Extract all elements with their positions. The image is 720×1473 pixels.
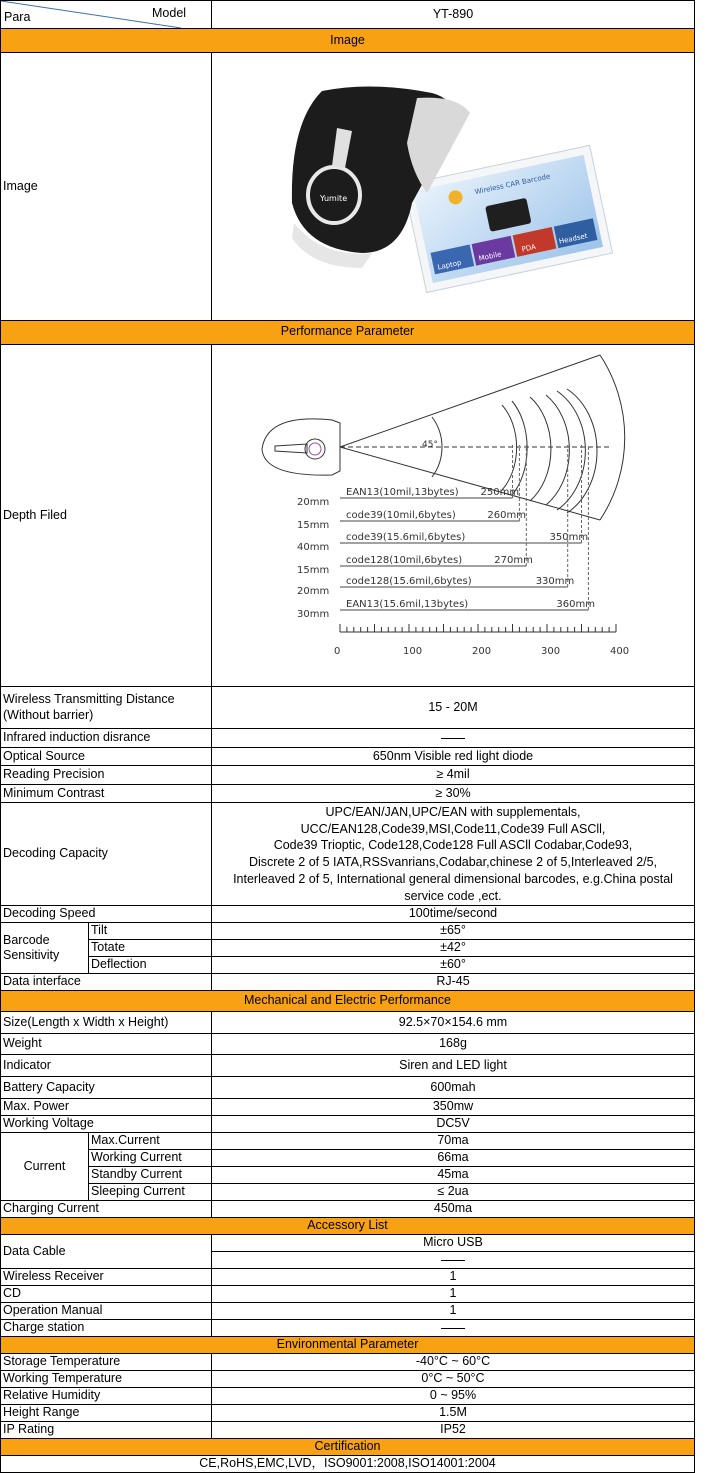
wireless-distance-label bbox=[1, 687, 212, 729]
battery-capacity-value: 600mah bbox=[212, 1077, 695, 1099]
depth-max-label: 260mm bbox=[487, 509, 526, 521]
working-temperature-value: 0°C ~ 50°C bbox=[212, 1371, 695, 1388]
working-current-value: 66ma bbox=[212, 1150, 695, 1167]
depth-min-label: 20mm bbox=[297, 585, 330, 597]
charging-current-label: Charging Current bbox=[1, 1201, 212, 1218]
angle-label: 45° bbox=[422, 439, 438, 450]
charge-station-label: Charge station bbox=[1, 1320, 212, 1337]
depth-min-label: 30mm bbox=[297, 608, 330, 620]
depth-axis-tick-label: 400 bbox=[610, 645, 630, 657]
depth-label: Depth Filed bbox=[1, 344, 212, 687]
max-power-value: 350mw bbox=[212, 1099, 695, 1116]
decoding-line: service code ,ect. bbox=[404, 888, 502, 903]
deflection-label: Deflection bbox=[89, 957, 212, 974]
indicator-value: Siren and LED light bbox=[212, 1055, 695, 1077]
depth-min-label: 20mm bbox=[297, 496, 330, 508]
fov-upper-edge bbox=[340, 355, 600, 447]
size-value: 92.5×70×154.6 mm bbox=[212, 1012, 695, 1034]
decoding-line: Code39 Trioptic, Code128,Code128 Full ASCll Codabar,Code93, bbox=[273, 838, 633, 853]
reading-precision-label: Reading Precision bbox=[1, 766, 212, 785]
scanner-outline-icon bbox=[262, 418, 340, 474]
standby-current-value: 45ma bbox=[212, 1167, 695, 1184]
depth-axis-tick-label: 200 bbox=[472, 645, 492, 657]
infrared-value bbox=[212, 729, 695, 748]
barcode-sensitivity-label bbox=[1, 923, 89, 974]
product-photo bbox=[212, 53, 695, 321]
current-label: Current bbox=[1, 1133, 89, 1201]
section-environmental: Environmental Parameter bbox=[1, 1337, 695, 1354]
working-current-label: Working Current bbox=[89, 1150, 212, 1167]
working-temperature-label: Working Temperature bbox=[1, 1371, 212, 1388]
package-item-mobile: Mobile bbox=[477, 250, 503, 263]
max-current-label: Max.Current bbox=[89, 1133, 212, 1150]
deflection-value: ±60° bbox=[212, 957, 695, 974]
optical-source-value: 650nm Visible red light diode bbox=[212, 748, 695, 766]
weight-label: Weight bbox=[1, 1034, 212, 1055]
depth-max-label: 330mm bbox=[535, 575, 575, 587]
data-interface-label: Data interface bbox=[1, 974, 212, 991]
operation-manual-value: 1 bbox=[212, 1303, 695, 1320]
wireless-receiver-value: 1 bbox=[212, 1269, 695, 1286]
ip-rating-value: IP52 bbox=[212, 1422, 695, 1439]
data-cable-extra bbox=[212, 1252, 695, 1269]
charging-current-value: 450ma bbox=[212, 1201, 695, 1218]
package-item-headset: Headset bbox=[558, 231, 589, 246]
weight-value: 168g bbox=[212, 1034, 695, 1055]
model-value: YT-890 bbox=[212, 1, 695, 29]
depth-field-svg bbox=[212, 345, 694, 682]
dash-placeholder bbox=[441, 1260, 465, 1261]
para-label: Para bbox=[4, 10, 31, 24]
certification-value: CE,RoHS,EMC,LVD，ISO9001:2008,ISO14001:2004 bbox=[1, 1456, 695, 1473]
section-mechanical: Mechanical and Electric Performance bbox=[1, 991, 695, 1012]
totate-value: ±42° bbox=[212, 940, 695, 957]
minimum-contrast-value: ≥ 30% bbox=[212, 785, 695, 803]
image-row bbox=[1, 53, 695, 321]
depth-axis-tick-label: 300 bbox=[541, 645, 561, 657]
standby-current-label: Standby Current bbox=[89, 1167, 212, 1184]
depth-max-label: 250mm bbox=[480, 486, 520, 498]
depth-max-label: 360mm bbox=[556, 598, 595, 610]
dash-placeholder bbox=[441, 1328, 465, 1329]
ip-rating-label: IP Rating bbox=[1, 1422, 212, 1439]
package-title: Wireless CAR Barcode bbox=[474, 172, 552, 197]
depth-min-label: 40mm bbox=[297, 541, 330, 553]
header-row bbox=[1, 1, 695, 29]
scanner-logo: Yumite bbox=[320, 194, 348, 203]
decoding-speed-value: 100time/second bbox=[212, 906, 695, 923]
depth-diagram bbox=[212, 344, 695, 687]
image-label: Image bbox=[1, 53, 212, 321]
section-image: Image bbox=[1, 29, 695, 53]
tilt-value: ±65° bbox=[212, 923, 695, 940]
depth-max-label: 270mm bbox=[494, 554, 533, 566]
tilt-label: Tilt bbox=[89, 923, 212, 940]
depth-max-label: 350mm bbox=[549, 531, 589, 543]
relative-humidity-value: 0 ~ 95% bbox=[212, 1388, 695, 1405]
depth-code-label: code39(10mil,6bytes) bbox=[346, 509, 456, 521]
working-voltage-value: DC5V bbox=[212, 1116, 695, 1133]
dash-placeholder bbox=[441, 738, 465, 739]
sleeping-current-value: ≤ 2ua bbox=[212, 1184, 695, 1201]
depth-min-label: 15mm bbox=[297, 519, 330, 531]
sleeping-current-label: Sleeping Current bbox=[89, 1184, 212, 1201]
minimum-contrast-label: Minimum Contrast bbox=[1, 785, 212, 803]
totate-label: Totate bbox=[89, 940, 212, 957]
decoding-line: UCC/EAN128,Code39,MSI,Code11,Code39 Full ASCll, bbox=[300, 821, 606, 836]
scanner-photo-svg bbox=[212, 53, 694, 315]
depth-code-label: EAN13(15.6mil,13bytes) bbox=[346, 598, 469, 610]
depth-row bbox=[1, 344, 695, 687]
para-model-cell bbox=[1, 1, 212, 29]
decoding-speed-label: Decoding Speed bbox=[1, 906, 212, 923]
decoding-capacity-label: Decoding Capacity bbox=[1, 803, 212, 906]
sensitivity-label-line-1: Barcode bbox=[3, 932, 50, 947]
model-label: Model bbox=[152, 6, 187, 20]
section-accessory: Accessory List bbox=[1, 1218, 695, 1235]
wireless-receiver-label: Wireless Receiver bbox=[1, 1269, 212, 1286]
decoding-line: Interleaved 2 of 5, International general dimensional barcodes, e.g.China postal bbox=[233, 872, 673, 887]
depth-axis-tick-label: 100 bbox=[403, 645, 423, 657]
section-performance: Performance Parameter bbox=[1, 320, 695, 344]
package-item-laptop: Laptop bbox=[436, 258, 463, 272]
charge-station-value bbox=[212, 1320, 695, 1337]
height-range-label: Height Range bbox=[1, 1405, 212, 1422]
cd-value: 1 bbox=[212, 1286, 695, 1303]
depth-code-label: code128(10mil,6bytes) bbox=[346, 554, 463, 566]
indicator-label: Indicator bbox=[1, 1055, 212, 1077]
depth-axis-tick-label: 0 bbox=[334, 645, 341, 657]
depth-code-label: code39(15.6mil,6bytes) bbox=[346, 531, 466, 543]
optical-source-label: Optical Source bbox=[1, 748, 212, 766]
infrared-label: Infrared induction disrance bbox=[1, 729, 212, 748]
depth-min-label: 15mm bbox=[297, 564, 330, 576]
working-voltage-label: Working Voltage bbox=[1, 1116, 212, 1133]
data-cable-value: Micro USB bbox=[212, 1235, 695, 1252]
decoding-capacity-value bbox=[212, 803, 695, 906]
size-label: Size(Length x Width x Height) bbox=[1, 1012, 212, 1034]
section-certification: Certification bbox=[1, 1439, 695, 1456]
max-power-label: Max. Power bbox=[1, 1099, 212, 1116]
wireless-label-line-1: Wireless Transmitting Distance bbox=[3, 692, 175, 707]
height-range-value: 1.5M bbox=[212, 1405, 695, 1422]
decoding-line: UPC/EAN/JAN,UPC/EAN with supplementals, bbox=[325, 804, 581, 819]
decoding-line: Discrete 2 of 5 IATA,RSSvanrians,Codabar,chinese 2 of 5,Interleaved 2/5, bbox=[248, 855, 658, 870]
sensitivity-label-line-2: Sensitivity bbox=[3, 948, 60, 963]
wireless-label-line-2: (Without barrier) bbox=[3, 707, 94, 722]
cd-label: CD bbox=[1, 1286, 212, 1303]
relative-humidity-label: Relative Humidity bbox=[1, 1388, 212, 1405]
data-interface-value: RJ-45 bbox=[212, 974, 695, 991]
max-current-value: 70ma bbox=[212, 1133, 695, 1150]
reading-precision-value: ≥ 4mil bbox=[212, 766, 695, 785]
battery-capacity-label: Battery Capacity bbox=[1, 1077, 212, 1099]
wireless-distance-value: 15 - 20M bbox=[212, 687, 695, 729]
fov-outer-arc bbox=[600, 355, 625, 520]
depth-code-label: code128(15.6mil,6bytes) bbox=[346, 575, 472, 587]
operation-manual-label: Operation Manual bbox=[1, 1303, 212, 1320]
storage-temperature-value: -40°C ~ 60°C bbox=[212, 1354, 695, 1371]
data-cable-label: Data Cable bbox=[1, 1235, 212, 1269]
storage-temperature-label: Storage Temperature bbox=[1, 1354, 212, 1371]
package-item-pda: PDA bbox=[521, 242, 537, 254]
depth-code-label: EAN13(10mil,13bytes) bbox=[346, 486, 459, 498]
